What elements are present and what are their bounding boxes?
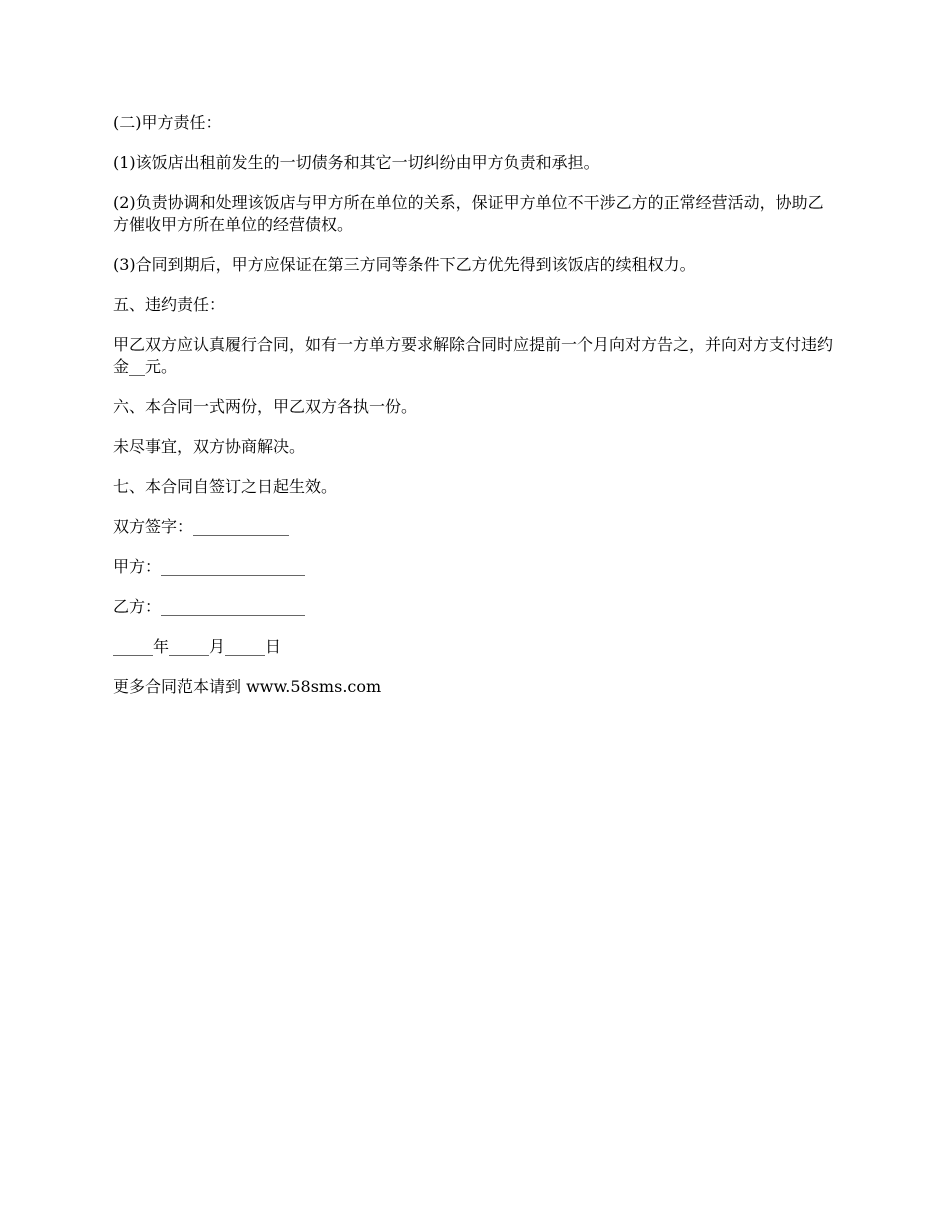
document-page xyxy=(113,112,838,716)
unresolved-matters: 未尽事宜，双方协商解决。 xyxy=(113,437,306,456)
signature-party-b-line: 乙方：__________________ xyxy=(113,597,306,616)
signature-both-line: 双方签字：____________ xyxy=(113,517,290,536)
section-copies: 六、本合同一式两份，甲乙双方各执一份。 xyxy=(113,397,418,416)
breach-clause: 甲乙双方应认真履行合同，如有一方单方要求解除合同时应提前一个月向对方告之，并向对方支付违约金__元。 xyxy=(113,335,834,376)
signature-party-a-line: 甲方：__________________ xyxy=(113,557,306,576)
section-effective: 七、本合同自签订之日起生效。 xyxy=(113,477,338,496)
clause-3: (3)合同到期后，甲方应保证在第三方同等条件下乙方优先得到该饭店的续租权力。 xyxy=(113,255,696,274)
footer-link-text: 更多合同范本请到 www.58sms.com xyxy=(113,677,382,696)
section-party-a-duties-heading: (二)甲方责任： xyxy=(113,113,222,132)
section-breach-heading: 五、违约责任： xyxy=(113,295,226,314)
clause-2: (2)负责协调和处理该饭店与甲方所在单位的关系，保证甲方单位不干涉乙方的正常经营活动，协助乙方催收甲方所在单位的经营债权。 xyxy=(113,193,824,234)
clause-1: (1)该饭店出租前发生的一切债务和其它一切纠纷由甲方负责和承担。 xyxy=(113,153,600,172)
date-line: _____年_____月_____日 xyxy=(113,637,282,656)
